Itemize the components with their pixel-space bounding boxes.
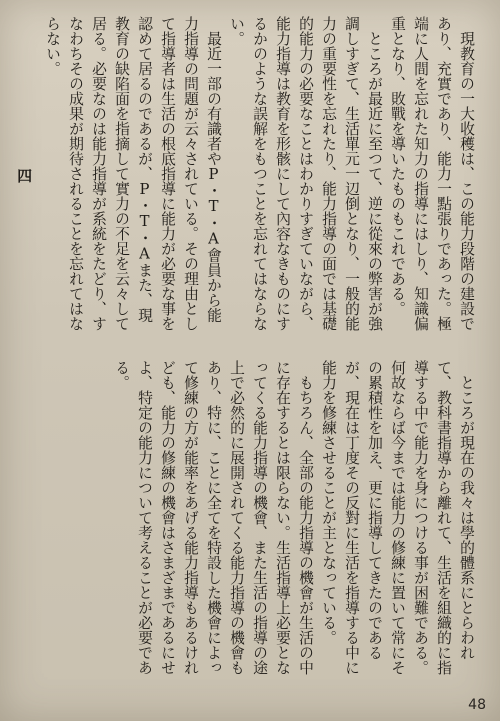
paragraph: 現教育の一大收穫は、この能力段階の建設であり、充實であり、能力一點張りであった。極端に人間を忘れた知力の指導にはしり、知識偏重となり、敗戰を導いたものもこれである。 (389, 16, 475, 331)
upper-text-block (8, 16, 478, 334)
paragraph: ところが最近に至つて、逆に從來の弊害が強調しすぎて、生活單元一辺倒となり、一般的能力の重要性を忘れたり、能力指導の面では基礎的能力の必要なことはわかりすぎていながら、能力指導は教育を形骸にして內容なきものにするかのような誤解をもつことを忘れてはならない。 (228, 16, 383, 331)
lower-text-block (8, 360, 478, 685)
paragraph: もちろん、全部の能力指導の機會が生活の中に存在するとは限らない。生活指導上必要となってくる能力指導の機會、また生活の指導の途上で必然的に展開されてくる能力指導の機會もあり、特に、ことに全てを特設した機會によって修練の方が能率をあげる能力指導もあるけれども、能力の修練の機會はさまざまであるにせよ、特定の能力について考えることが必要である。 (113, 360, 314, 675)
paragraph: 最近一部の有識者やP・T・A會員から能力指導の問題が云々されている。その理由として指導者は生活の根底指導に能力が必要な事を認めて居るのであるが、P・T・Aまた、現教育の缺陷面を指摘して實力の不足を云々して居る。必要なのは能力指導が系統をたどり、すなわちその成果が期待されることを忘れてはならない。 (44, 16, 222, 331)
page-number: 48 (468, 697, 486, 713)
paragraph: ところが現在の我々は學的體系にとらわれて、教科書指導から離れて、生活を組織的に指導する中で能力を身につける事が困難である。何故ならば今までは能力の修練に置いて常にその累積性を加え、更に指導してきたのであるが、現在は丁度その反對に生活を指導する中に能力を修練させることが主となっている。 (320, 360, 475, 675)
section-heading: 四 (15, 167, 33, 183)
